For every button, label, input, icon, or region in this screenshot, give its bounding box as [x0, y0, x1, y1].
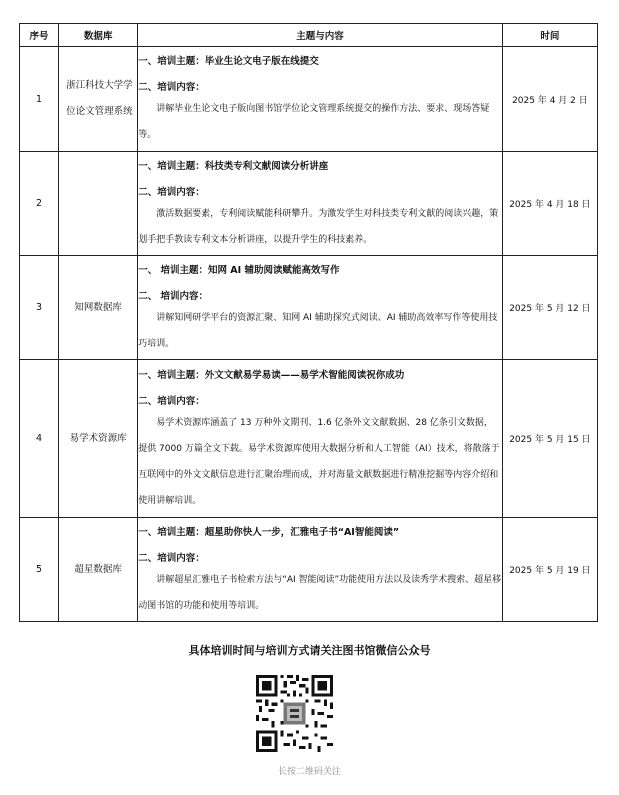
topic-content-cell [138, 518, 503, 622]
training-date: 2025 年 4 月 18 日 [502, 152, 597, 256]
header-no: 序号 [20, 24, 59, 47]
content-text: 易学术资源库涵盖了 13 万种外文期刊、1.6 亿条外文文献数据、28 亿条引文数据，提供 7000 万篇全文下载。易学术资源库使用大数据分析和人工智能（AI）技术，将散落于互联网中的外文文献信息进行汇聚治理而成，并对海量文献数据进行精准挖掘等内容介绍和使用讲解培训。 [138, 417, 500, 506]
table-header-row [20, 24, 598, 47]
training-date: 2025 年 4 月 2 日 [502, 47, 597, 152]
header-time: 时间 [502, 24, 597, 47]
content-text: 讲解毕业生论文电子版向图书馆学位论文管理系统提交的操作方法、要求、现场答疑等。 [138, 104, 490, 140]
row-number: 2 [20, 152, 59, 256]
topic-content-cell [138, 256, 503, 360]
table-row [20, 47, 598, 152]
database-name [59, 152, 138, 256]
training-date: 2025 年 5 月 12 日 [502, 256, 597, 360]
table-row [20, 518, 598, 622]
training-schedule-table [19, 23, 598, 622]
topic-content-cell [138, 152, 503, 256]
database-name: 易学术资源库 [59, 360, 138, 518]
row-number: 3 [20, 256, 59, 360]
content-text: 讲解超星汇雅电子书检索方法与“AI 智能阅读”功能使用方法以及读秀学术搜索、超星移动图书馆的功能和使用等培训。 [138, 574, 502, 611]
row-number: 5 [20, 518, 59, 622]
content-label: 二、培训内容： [138, 82, 205, 93]
topic-line: 一、 培训主题：知网 AI 辅助阅读赋能高效写作 [138, 264, 340, 276]
table-row [20, 360, 598, 518]
training-date: 2025 年 5 月 15 日 [502, 360, 597, 518]
header-database: 数据库 [59, 24, 138, 47]
content-text: 讲解知网研学平台的资源汇聚、知网 AI 辅助探究式阅读、AI 辅助高效率写作等使用技巧培训。 [138, 312, 498, 349]
qr-caption: 长按二维码关注 [277, 767, 341, 777]
topic-line: 一、培训主题：超星助你快人一步，汇雅电子书“AI智能阅读” [138, 526, 400, 538]
database-name: 浙江科技大学学位论文管理系统 [59, 47, 138, 152]
training-date: 2025 年 5 月 19 日 [502, 518, 597, 622]
database-name: 知网数据库 [59, 256, 138, 360]
topic-line: 一、培训主题：毕业生论文电子版在线提交 [138, 56, 319, 67]
content-label: 二、培训内容： [138, 552, 205, 564]
database-name: 超星数据库 [59, 518, 138, 622]
footer-note: 具体培训时间与培训方式请关注图书馆微信公众号 [188, 644, 431, 657]
topic-line: 一、培训主题：科技类专利文献阅读分析讲座 [138, 160, 329, 172]
table-row [20, 152, 598, 256]
header-topic-content: 主题与内容 [138, 24, 503, 47]
wechat-qr-code[interactable] [256, 675, 333, 752]
content-label: 二、培训内容： [138, 186, 205, 198]
row-number: 4 [20, 360, 59, 518]
content-text: 激活数据要素，专利阅读赋能科研攀升。为激发学生对科技类专利文献的阅读兴趣，策划手把手教读专利文本分析讲座，以提升学生的科技素养。 [138, 208, 499, 245]
table-row [20, 256, 598, 360]
content-label: 二、培训内容： [138, 395, 205, 407]
topic-content-cell [138, 360, 503, 518]
content-label: 二、 培训内容： [138, 290, 208, 302]
topic-line: 一、培训主题：外文文献易学易读——易学术智能阅读祝你成功 [138, 369, 405, 381]
topic-content-cell [138, 47, 503, 152]
row-number: 1 [20, 47, 59, 152]
